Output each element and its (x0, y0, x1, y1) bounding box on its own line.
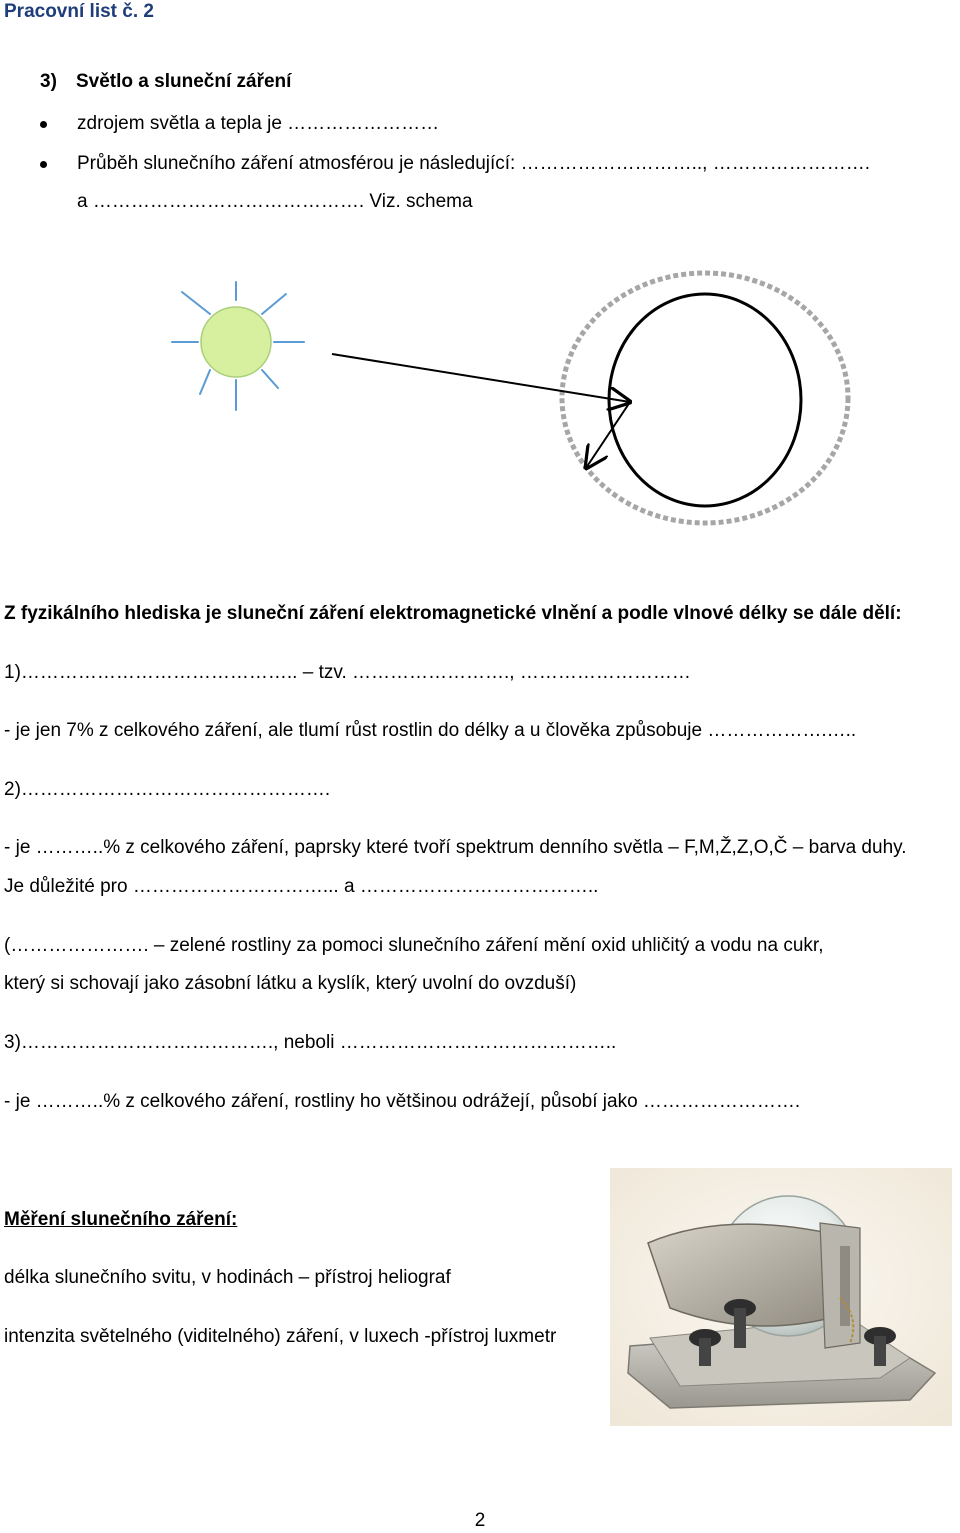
section-number: 3) (40, 71, 57, 92)
photosynthesis-text-continued: který si schovají jako zásobní látku a kyslík, který uvolní do ovzduší) (4, 973, 577, 994)
heliograph-photo (610, 1168, 952, 1426)
incoming-ray-arrow (332, 354, 630, 402)
section-title: Světlo a sluneční záření (76, 71, 292, 92)
sunshine-duration: délka slunečního svitu, v hodinách – přístroj heliograf (4, 1267, 451, 1288)
sun-icon (172, 282, 304, 410)
radiation-schema (160, 270, 880, 540)
bullet-text: Průběh slunečního záření atmosférou je následující: ……………………….., ……………………. (77, 153, 870, 174)
bullet-text: zdrojem světla a tepla je …………………… (77, 113, 440, 134)
ir-line: 3)…………………………………., neboli …………………………………….. (4, 1032, 617, 1053)
visible-importance: Je důležité pro …………………………... a ……………………………….. (4, 876, 599, 897)
uv-description: - je jen 7% z celkového záření, ale tlumí růst rostlin do délky a u člověka způsobuje ……………….….. (4, 720, 857, 741)
visible-description: - je ………..% z celkového záření, paprsky které tvoří spektrum denního světla – F,M,Ž,Z,O,Č – barva duhy. (4, 837, 907, 858)
visible-line: 2)…………………………………………. (4, 779, 331, 800)
uv-line: 1)…………………………………….. – tzv. ……………………., ……………………… (4, 662, 691, 683)
bullet-text: a ……………………………………. Viz. schema (77, 191, 473, 212)
earth-circle (609, 294, 801, 506)
light-intensity: intenzita světelného (viditelného) záření, v luxech -přístroj luxmetr (4, 1326, 557, 1347)
page-number: 2 (474, 1510, 486, 1531)
photosynthesis-text: (…………………. – zelené rostliny za pomoci slunečního záření mění oxid uhličitý a vodu na cukr, (4, 935, 824, 956)
bullet-icon (40, 121, 47, 128)
physics-heading: Z fyzikálního hlediska je sluneční záření elektromagnetické vlnění a podle vlnové délky se dále dělí: (4, 603, 902, 624)
section-heading (40, 70, 291, 94)
worksheet-title: Pracovní list č. 2 (4, 1, 154, 22)
ir-description: - je ………..% z celkového záření, rostliny ho většinou odrážejí, působí jako ……………………. (4, 1091, 801, 1112)
measurement-heading: Měření slunečního záření: (4, 1209, 238, 1230)
bullet-icon (40, 161, 47, 168)
